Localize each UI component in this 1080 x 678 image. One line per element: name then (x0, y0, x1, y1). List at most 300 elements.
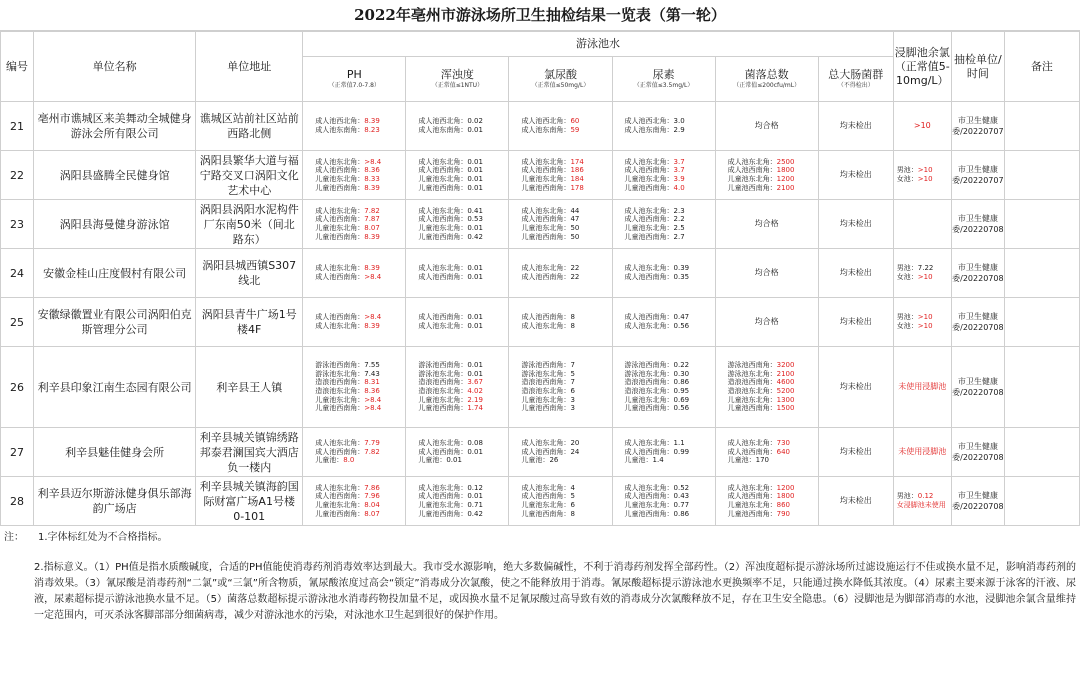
reading-value: 2.7 (673, 232, 685, 241)
foot-chlorine-cell (893, 249, 951, 298)
header-pool-water: 游泳池水 (303, 32, 894, 57)
reading-label: 成人池东北角： (418, 483, 468, 492)
header-unit-name: 单位名称 (34, 32, 196, 102)
reading-value: 20 (570, 439, 580, 448)
header-colony: 菌落总数 （正常值≤200cfu/mL） (715, 57, 818, 102)
reading-line (728, 510, 818, 519)
reading-label: 游泳池西南角： (315, 361, 365, 370)
unit-address: 利辛县王人镇 (196, 347, 303, 428)
reading-value: >8.4 (364, 157, 382, 166)
coliform-cell: 均未检出 (818, 102, 893, 151)
reading-label: 成人池东北角： (418, 157, 468, 166)
reading-label: 儿童池西南角： (727, 509, 777, 518)
reading-line (418, 175, 508, 184)
reading-label: 成人池西南角： (521, 215, 571, 224)
reading-line (315, 361, 405, 370)
reading-value: 0.41 (467, 206, 483, 215)
reading-value: 186 (570, 166, 584, 175)
reading-line (418, 224, 508, 233)
reading-value: 1.1 (673, 439, 685, 448)
reading-label: 成人池东北角： (418, 264, 468, 273)
reading-value: 0.12 (467, 483, 483, 492)
reading-line (418, 404, 508, 413)
reading-value: 8.04 (364, 501, 380, 509)
reading-line (315, 233, 405, 242)
reading-line (315, 175, 405, 184)
reading-label: 游泳池东北角： (418, 369, 468, 378)
header-unit-addr: 单位地址 (196, 32, 303, 102)
reading-line (625, 361, 715, 370)
reading-value: 60 (570, 117, 580, 126)
reading-label: 成人池西南角： (624, 313, 674, 322)
chlorite-cell (509, 200, 612, 249)
row-number: 22 (1, 151, 34, 200)
reading-line (897, 501, 951, 510)
chlorite-cell (509, 102, 612, 151)
header-remark: 备注 (1004, 32, 1079, 102)
reading-value: 7.82 (364, 206, 380, 215)
reading-value: 8.0 (343, 456, 355, 465)
urea-cell (612, 477, 715, 526)
results-table (0, 31, 1080, 526)
colony-cell: 均合格 (715, 102, 818, 151)
row-number: 26 (1, 347, 34, 428)
reading-line (521, 492, 611, 501)
reading-line (315, 166, 405, 175)
turbidity-cell (406, 102, 509, 151)
reading-label: 成人池东南角： (418, 126, 468, 134)
reading-value: 8.36 (364, 166, 380, 175)
reading-label: 成人池西南角： (418, 313, 468, 322)
reading-value: 2.19 (467, 395, 483, 404)
urea-cell (612, 428, 715, 477)
reading-label: 成人池西南角： (418, 273, 468, 281)
reading-line (728, 378, 818, 387)
reading-value: 0.01 (467, 264, 483, 273)
reading-value: 7.86 (364, 483, 380, 492)
reading-label: 女池： (896, 175, 918, 183)
reading-value: 1800 (776, 166, 795, 175)
reading-value: 0.01 (467, 313, 483, 322)
reading-line (728, 387, 818, 396)
reading-line (315, 184, 405, 193)
reading-line (315, 387, 405, 396)
reading-line (521, 175, 611, 184)
reading-line (315, 273, 405, 282)
reading-line (625, 233, 715, 242)
reading-value: 44 (570, 206, 580, 215)
inspector-cell: 市卫生健康委/20220708 (951, 477, 1004, 526)
reading-label: 儿童池： (315, 456, 344, 465)
reading-line (521, 439, 611, 448)
reading-line (625, 456, 715, 465)
reading-label: 儿童池西南角： (418, 183, 468, 192)
reading-value: 2.2 (673, 215, 685, 224)
reading-value: 0.02 (467, 117, 483, 126)
reading-value: 3.0 (673, 117, 685, 126)
reading-value: >10 (917, 322, 933, 330)
ph-cell (303, 347, 406, 428)
reading-value: 8 (570, 322, 575, 330)
table-row (1, 249, 1080, 298)
reading-label: 成人池西南角： (418, 447, 468, 456)
reading-value: 0.01 (467, 126, 483, 134)
urea-cell (612, 200, 715, 249)
row-number: 27 (1, 428, 34, 477)
reading-line (315, 378, 405, 387)
reading-label: 儿童池西南角： (418, 404, 468, 413)
reading-label: 儿童池西南角： (521, 509, 571, 518)
reading-line (521, 456, 611, 465)
reading-label: 成人池西南角： (521, 492, 571, 501)
reading-value: 3 (570, 395, 575, 404)
reading-line (521, 510, 611, 519)
foot-chlorine-cell (893, 200, 951, 249)
reading-value: 3.67 (467, 378, 483, 387)
reading-line (418, 117, 508, 126)
reading-value: 8.39 (364, 232, 380, 241)
reading-label: 儿童池东北角： (521, 501, 571, 509)
reading-value: 0.12 (917, 492, 934, 501)
unit-address: 涡阳县青牛广场1号楼4F (196, 298, 303, 347)
reading-value: 3.9 (673, 175, 685, 183)
reading-label: 成人池西南角： (521, 166, 571, 175)
reading-line (521, 233, 611, 242)
reading-label: 成人池西北角： (624, 117, 674, 126)
unit-name: 亳州市谯城区来美舞动全城健身游泳会所有限公司 (34, 102, 196, 151)
reading-value: 47 (570, 215, 580, 224)
reading-label: 儿童池西南角： (624, 232, 674, 241)
reading-label: 造浪池东北角： (624, 387, 674, 395)
reading-label: 造浪池东北角： (418, 387, 468, 395)
reading-label: 儿童池东北角： (521, 175, 571, 183)
reading-line (625, 378, 715, 387)
reading-line (315, 322, 405, 331)
reading-value: 22 (570, 264, 580, 273)
remark-cell (1004, 249, 1079, 298)
reading-value: 8.39 (364, 117, 380, 126)
reading-value: 50 (570, 232, 580, 241)
reading-label: 成人池西南角： (624, 166, 674, 175)
reading-value: 790 (776, 509, 790, 518)
reading-label: 成人池西南角： (727, 492, 777, 501)
reading-label: 男池： (896, 313, 918, 322)
reading-label: 儿童池西南角： (418, 232, 468, 241)
reading-label: 儿童池东北角： (521, 395, 571, 404)
reading-value: 0.01 (467, 175, 483, 183)
reading-label: 男池： (896, 166, 918, 175)
reading-value: 0.01 (467, 492, 483, 501)
reading-label: 儿童池西南角： (521, 183, 571, 192)
reading-value: 1800 (776, 492, 795, 501)
reading-value: 0.01 (467, 183, 483, 192)
chlorite-cell (509, 347, 612, 428)
remark-cell (1004, 428, 1079, 477)
foot-chlorine-cell (893, 102, 951, 151)
reading-line (625, 224, 715, 233)
colony-cell: 均合格 (715, 298, 818, 347)
chlorite-cell (509, 298, 612, 347)
reading-value: 3.7 (673, 166, 685, 175)
reading-value: 59 (570, 126, 580, 134)
reading-line (625, 215, 715, 224)
reading-line (897, 313, 951, 322)
colony-cell (715, 151, 818, 200)
reading-line (897, 264, 951, 273)
page-title: 2022年亳州市游泳场所卫生抽检结果一览表（第一轮） (0, 0, 1080, 31)
reading-label: 儿童池东北角： (521, 224, 571, 232)
reading-value: 0.42 (467, 232, 483, 241)
reading-label: 游泳池东北角： (315, 369, 365, 378)
reading-label: 成人池西南角： (315, 447, 365, 456)
ph-cell (303, 249, 406, 298)
unit-name: 涡阳县盛腾全民健身馆 (34, 151, 196, 200)
reading-label: 儿童池东北角： (624, 501, 674, 509)
reading-line (315, 439, 405, 448)
turbidity-cell (406, 298, 509, 347)
coliform-cell: 均未检出 (818, 477, 893, 526)
reading-line (625, 117, 715, 126)
reading-label: 儿童池西南角： (315, 183, 365, 192)
reading-label: 儿童池东北角： (624, 175, 674, 183)
foot-chlorine-cell (893, 298, 951, 347)
unit-address: 涡阳县繁华大道与福宁路交叉口涡阳文化艺术中心 (196, 151, 303, 200)
reading-value: 4.02 (467, 387, 483, 395)
reading-label: 成人池西北角： (315, 117, 365, 126)
reading-label: 儿童池西南角： (521, 232, 571, 241)
reading-label: 女池： (896, 273, 918, 281)
reading-label: 成人池东北角： (315, 264, 365, 273)
reading-value: 8.39 (364, 264, 380, 273)
reading-line (625, 322, 715, 331)
unit-name: 利辛县迈尔斯游泳健身俱乐部海韵广场店 (34, 477, 196, 526)
reading-value: >8.4 (364, 273, 382, 281)
reading-line (625, 510, 715, 519)
reading-value: 0.52 (673, 483, 690, 492)
reading-value: >8.4 (364, 404, 382, 413)
unit-address: 涡阳县城西镇S307线北 (196, 249, 303, 298)
colony-cell (715, 347, 818, 428)
reading-label: 成人池东北角： (315, 483, 365, 492)
reading-line (728, 184, 818, 193)
reading-label: 成人池西南角： (521, 447, 571, 456)
unit-address: 谯城区站前社区站前西路北侧 (196, 102, 303, 151)
header-turbidity: 浑浊度 （正常值≤1NTU） (406, 57, 509, 102)
reading-value: 女浸脚池未使用 (896, 501, 946, 509)
reading-label: 成人池西南角： (418, 166, 468, 175)
reading-line (418, 396, 508, 405)
reading-value: >8.4 (364, 313, 382, 322)
reading-line (418, 233, 508, 242)
urea-cell (612, 249, 715, 298)
chlorite-cell (509, 151, 612, 200)
reading-label: 儿童池西南角： (521, 404, 571, 413)
reading-line (625, 126, 715, 135)
reading-value: 184 (570, 175, 584, 183)
foot-chlorine-cell: 未使用浸脚池 (893, 347, 951, 428)
reading-label: 成人池西南角： (727, 166, 777, 175)
reading-label: 儿童池东北角： (624, 224, 674, 232)
reading-value: 7 (570, 361, 575, 370)
reading-label: 成人池西南角： (418, 215, 468, 224)
reading-line (418, 322, 508, 331)
reading-value: 0.08 (467, 439, 483, 448)
reading-value: 0.01 (467, 224, 483, 232)
header-ph: PH （正常值7.0-7.8） (303, 57, 406, 102)
reading-label: 成人池东南角： (315, 126, 365, 134)
turbidity-cell (406, 347, 509, 428)
reading-label: 儿童池西南角： (315, 232, 365, 241)
reading-value: 0.56 (673, 404, 690, 413)
reading-line (418, 387, 508, 396)
reading-line (315, 396, 405, 405)
urea-cell (612, 298, 715, 347)
reading-value: 22 (570, 273, 580, 281)
reading-line (521, 448, 611, 457)
reading-label: 成人池东北角： (521, 439, 571, 448)
header-coliform: 总大肠菌群 （不得检出） (818, 57, 893, 102)
reading-value: 3 (570, 404, 575, 413)
reading-label: 成人池东北角： (624, 157, 674, 166)
reading-line (728, 396, 818, 405)
reading-line (897, 166, 951, 175)
urea-cell (612, 102, 715, 151)
urea-cell (612, 151, 715, 200)
reading-value: 3.7 (673, 157, 685, 166)
reading-value: 6 (570, 501, 575, 509)
row-number: 23 (1, 200, 34, 249)
reading-label: 成人池西南角： (315, 166, 365, 175)
remark-cell (1004, 298, 1079, 347)
reading-line (418, 126, 508, 135)
reading-value: 4600 (776, 378, 795, 387)
reading-value: 1200 (776, 175, 795, 183)
reading-label: 儿童池东北角： (727, 395, 777, 404)
reading-line (521, 184, 611, 193)
inspector-cell: 市卫生健康委/20220707 (951, 102, 1004, 151)
reading-line (625, 396, 715, 405)
reading-value: 860 (776, 501, 790, 509)
reading-value: 0.47 (673, 313, 690, 322)
reading-label: 儿童池东北角： (727, 501, 777, 509)
reading-value: 1500 (776, 404, 795, 413)
reading-value: 174 (570, 157, 584, 166)
reading-label: 造浪池东北角： (315, 387, 365, 395)
reading-value: 0.53 (467, 215, 483, 224)
reading-label: 成人池东北角： (727, 483, 777, 492)
coliform-cell: 均未检出 (818, 249, 893, 298)
reading-label: 成人池东北角： (315, 206, 365, 215)
reading-label: 成人池东南角： (521, 126, 571, 134)
reading-value: 0.01 (446, 456, 462, 465)
reading-value: 2.5 (673, 224, 685, 232)
reading-value: 0.01 (467, 322, 483, 330)
reading-value: 1.74 (467, 404, 483, 413)
reading-label: 造浪池西南角： (418, 378, 468, 387)
table-row (1, 477, 1080, 526)
turbidity-cell (406, 151, 509, 200)
reading-label: 儿童池西南角： (315, 404, 365, 413)
reading-value: 2100 (776, 369, 795, 378)
reading-line (521, 404, 611, 413)
reading-line (625, 387, 715, 396)
reading-label: 成人池东北角： (521, 483, 571, 492)
reading-label: 游泳池西南角： (624, 361, 674, 370)
reading-line (315, 126, 405, 135)
reading-label: 成人池东北角： (624, 322, 674, 330)
reading-label: 成人池西南角： (727, 447, 777, 456)
reading-label: 儿童池东北角： (727, 175, 777, 183)
reading-line (521, 273, 611, 282)
row-number: 21 (1, 102, 34, 151)
reading-value: 1200 (776, 483, 795, 492)
chlorite-cell (509, 428, 612, 477)
reading-line (418, 378, 508, 387)
reading-label: 儿童池： (418, 456, 447, 465)
reading-label: 男池： (896, 492, 918, 501)
reading-label: 儿童池西南角： (624, 509, 674, 518)
reading-line (521, 126, 611, 135)
reading-value: 4.0 (673, 183, 685, 192)
reading-line (625, 175, 715, 184)
reading-label: 成人池东北角： (315, 439, 365, 448)
reading-label: 成人池西南角： (624, 447, 674, 456)
reading-label: 成人池东北角： (624, 483, 674, 492)
reading-value: >10 (917, 273, 933, 281)
reading-label: 儿童池西南角： (624, 404, 674, 413)
reading-label: 儿童池东北角： (418, 501, 468, 509)
reading-value: 26 (549, 456, 559, 465)
reading-line (625, 439, 715, 448)
reading-label: 成人池西南角： (521, 313, 571, 322)
notes-section (0, 526, 1080, 624)
reading-value: 5200 (776, 387, 795, 395)
reading-line (418, 313, 508, 322)
reading-line (897, 322, 951, 331)
reading-label: 游泳池东北角： (727, 369, 777, 378)
reading-label: 造浪池东北角： (521, 387, 571, 395)
reading-label: 成人池东北角： (521, 264, 571, 273)
reading-value: 0.01 (467, 166, 483, 175)
unit-address: 利辛县城关镇锦绣路邦泰君澜国宾大酒店负一楼内 (196, 428, 303, 477)
chlorite-cell (509, 477, 612, 526)
reading-line (521, 117, 611, 126)
remark-cell (1004, 102, 1079, 151)
foot-chlorine-cell: 未使用浸脚池 (893, 428, 951, 477)
header-inspector: 抽检单位/时间 (951, 32, 1004, 102)
reading-value: 24 (570, 447, 580, 456)
colony-cell: 均合格 (715, 249, 818, 298)
reading-line (728, 501, 818, 510)
reading-value: >10 (917, 175, 933, 183)
reading-label: 儿童池西南角： (727, 183, 777, 192)
reading-label: 成人池东北角： (727, 439, 777, 448)
reading-line (728, 492, 818, 501)
note-1: 1.字体标红处为不合格指标。 (38, 532, 168, 543)
inspector-cell: 市卫生健康委/20220708 (951, 428, 1004, 477)
reading-line (625, 313, 715, 322)
reading-value: 0.30 (673, 369, 690, 378)
reading-value: 7.87 (364, 215, 380, 224)
reading-value: 8.23 (364, 126, 380, 134)
reading-line (521, 215, 611, 224)
reading-label: 儿童池： (727, 456, 756, 465)
reading-value: 2.3 (673, 206, 685, 215)
ph-cell (303, 477, 406, 526)
reading-label: 儿童池： (624, 456, 653, 465)
reading-value: 8.39 (364, 322, 380, 330)
reading-label: 儿童池东北角： (624, 395, 674, 404)
